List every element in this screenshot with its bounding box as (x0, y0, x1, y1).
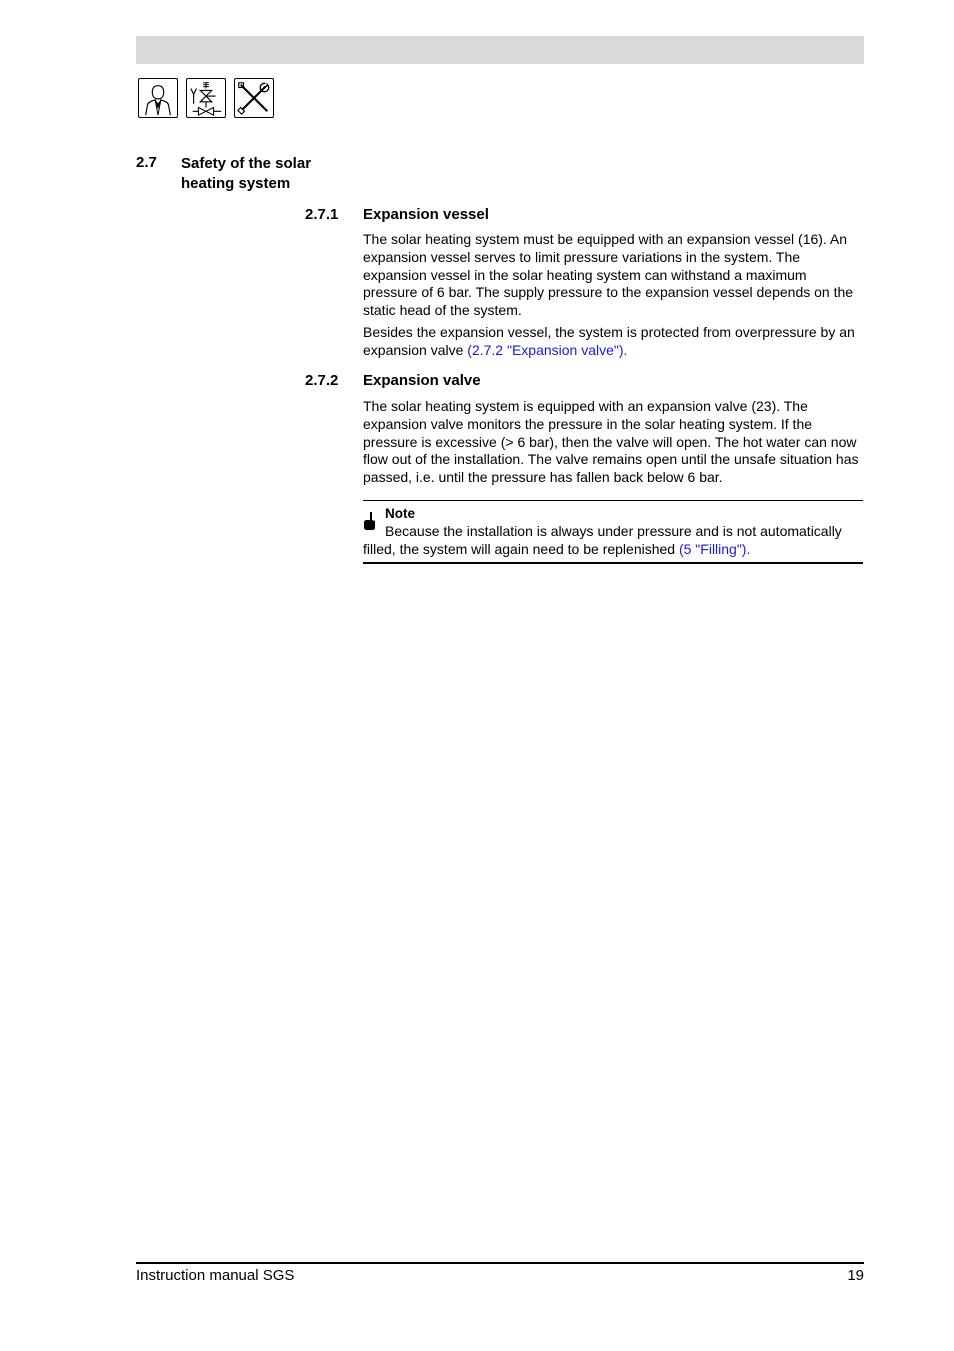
tools-icon (234, 78, 274, 118)
footer-manual-title: Instruction manual SGS (136, 1267, 295, 1284)
subsection-title-expansion-valve: Expansion valve (363, 372, 481, 389)
subsection-title-expansion-vessel: Expansion vessel (363, 206, 489, 223)
note-text (363, 523, 863, 559)
filling-link[interactable]: (5 "Filling"). (678, 540, 751, 557)
expansion-vessel-paragraph-2-text: Besides the expansion vessel, the system is protected from overpressure by an expansion valve (363, 324, 855, 358)
expansion-vessel-paragraph-2 (363, 324, 863, 360)
subsection-number-expansion-valve: 2.7.2 (305, 372, 339, 389)
page-number: 19 (847, 1267, 864, 1284)
note-label: Note (385, 506, 415, 521)
expansion-valve-link[interactable]: (2.7.2 "Expansion valve"). (467, 341, 628, 358)
expansion-valve-paragraph: The solar heating system is equipped with an expansion valve (23). The expansion valve monitors the pressure in the solar heating system. If the pressure is excessive (> 6 bar), then the valve will open. The hot water can now flow out of the installation. The valve remains open until the unsafe situation has passed, i.e. until the pressure has fallen back below 6 bar. (363, 398, 859, 486)
header-bar (136, 36, 864, 64)
footer-rule (136, 1262, 864, 1264)
valve-icon (186, 78, 226, 118)
section-title: Safety of the solar heating system (181, 155, 312, 192)
note-body: Because the installation is always under pressure and is not automatically filled, the system will again need to be replenished (363, 523, 842, 557)
expansion-vessel-paragraph-1: The solar heating system must be equipped with an expansion vessel (16). An expansion vessel serves to limit pressure variations in the system. The expansion vessel in the solar heating system can withstand a maximum pressure of 6 bar. The supply pressure to the expansion vessel depends on the static head of the system. (363, 231, 854, 319)
note-box (363, 500, 863, 564)
section-number: 2.7 (136, 154, 157, 171)
subsection-number-expansion-vessel: 2.7.1 (305, 206, 339, 223)
person-icon (138, 78, 178, 118)
